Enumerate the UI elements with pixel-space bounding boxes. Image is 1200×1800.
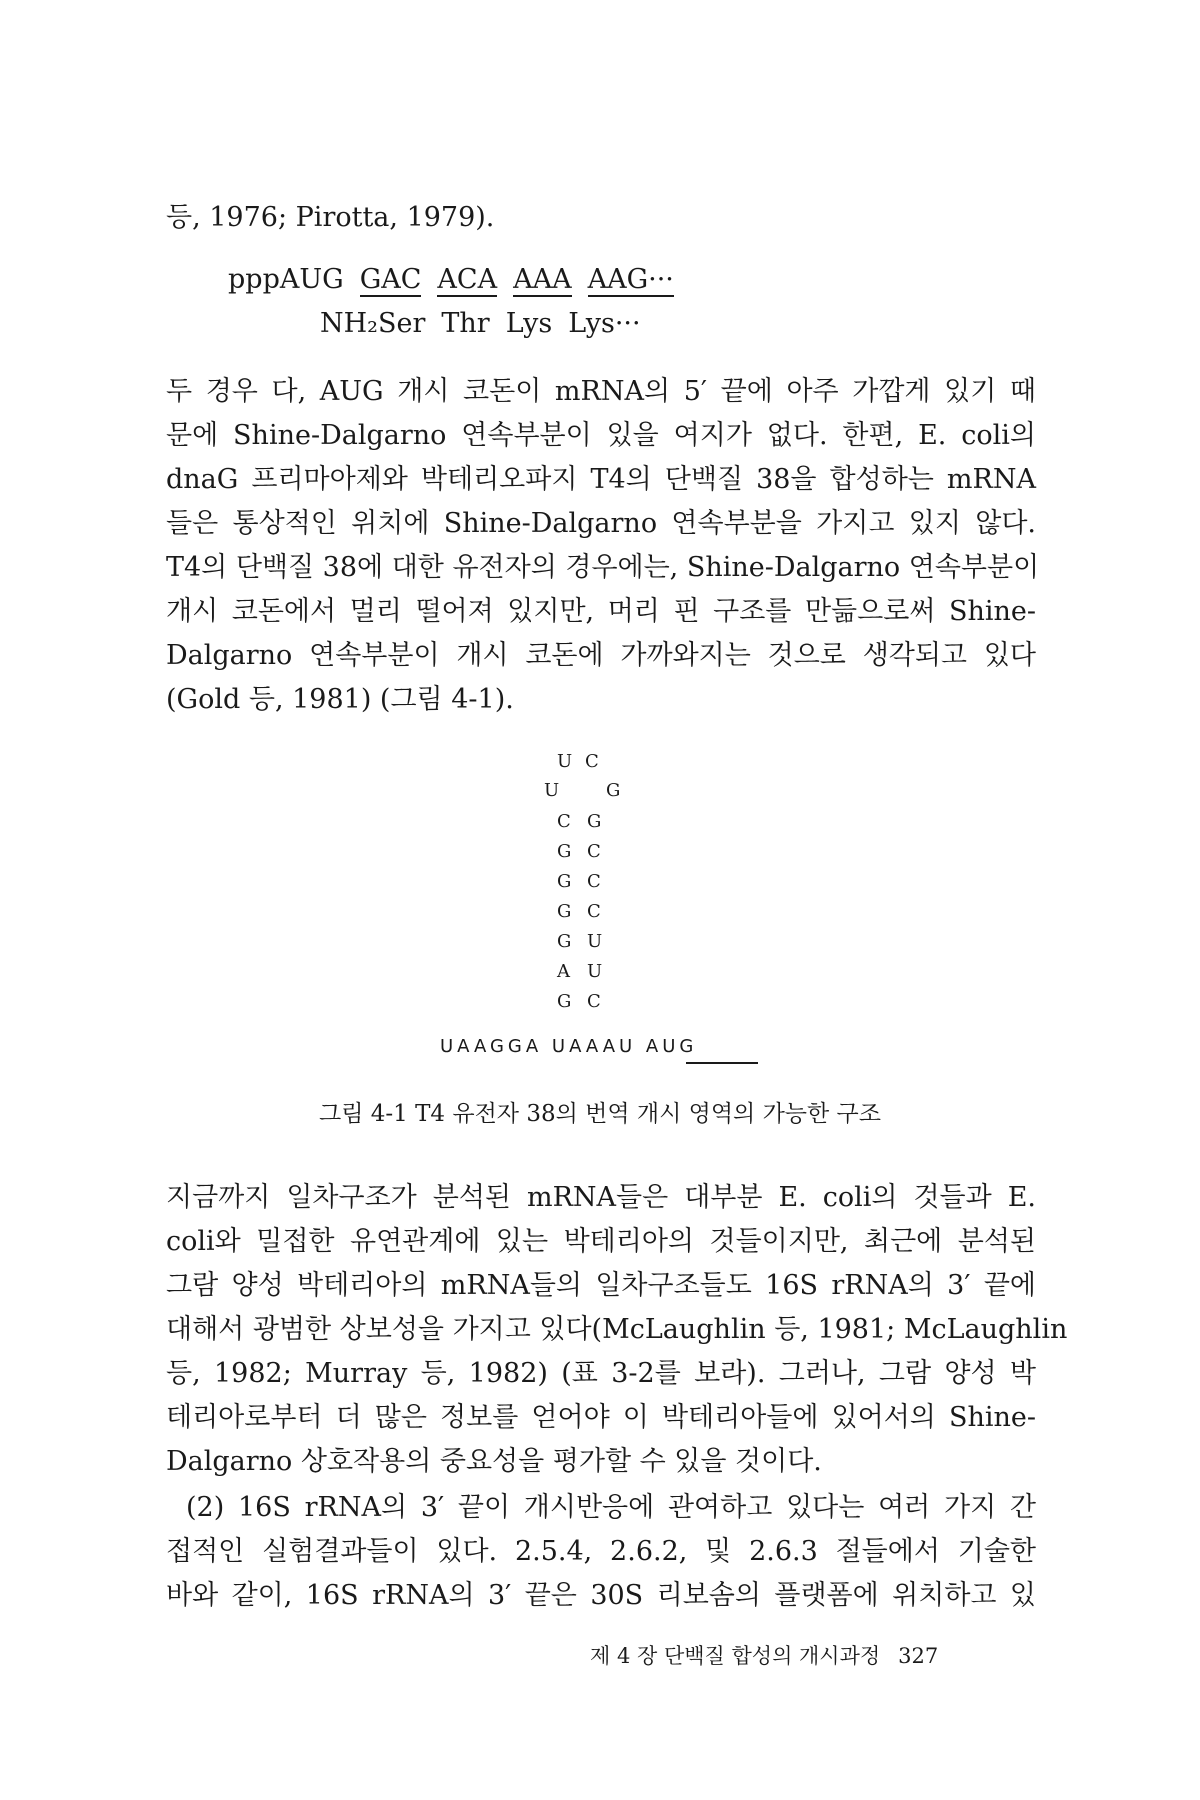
paragraph-1-line: T4의 단백질 38에 대한 유전자의 경우에는, Shine-Dalgarno 연속부분이: [166, 552, 1040, 583]
nucleotide: C: [587, 991, 601, 1012]
codon: AAA: [513, 264, 572, 295]
page-number: 327: [898, 1644, 939, 1668]
nucleotide: C: [585, 751, 599, 772]
nucleotide: U: [544, 780, 560, 801]
paragraph-2-line: 그람 양성 박테리아의 mRNA들의 일차구조들도 16S rRNA의 3′ 끝에: [166, 1270, 1036, 1301]
amino-acid-sequence: [320, 306, 657, 342]
paragraph-2-line: 등, 1982; Murray 등, 1982) (표 3-2를 보라). 그러나, 그람 양성 박: [166, 1358, 1036, 1389]
paragraph-3-line: (2) 16S rRNA의 3′ 끝이 개시반응에 관여하고 있다는 여러 가지 간: [186, 1492, 1036, 1523]
paragraph-3-line: 접적인 실험결과들이 있다. 2.5.4, 2.6.2, 및 2.6.3 절들에서 기술한: [166, 1536, 1036, 1567]
paragraph-2-line: coli와 밀접한 유연관계에 있는 박테리아의 것들이지만, 최근에 분석된: [166, 1226, 1036, 1257]
paragraph-2-line: 지금까지 일차구조가 분석된 mRNA들은 대부분 E. coli의 것들과 E.: [166, 1182, 1036, 1213]
nucleotide: G: [557, 991, 572, 1012]
start-codon-underline: [686, 1062, 758, 1064]
codon: GAC: [359, 264, 422, 295]
nucleotide: C: [587, 871, 601, 892]
paragraph-2-line: Dalgarno 상호작용의 중요성을 평가할 수 있을 것이다.: [166, 1446, 822, 1477]
nucleotide: A: [557, 961, 570, 982]
nucleotide: G: [557, 871, 572, 892]
codon-sequence: [228, 262, 690, 298]
nucleotide: G: [557, 901, 572, 922]
amino-acid: Lys···: [568, 308, 641, 339]
codon: ACA: [437, 264, 498, 295]
paragraph-1-line: 들은 통상적인 위치에 Shine-Dalgarno 연속부분을 가지고 있지 않다.: [166, 508, 1036, 539]
amino-acid: Lys: [505, 308, 553, 339]
paragraph-3-line: 바와 같이, 16S rRNA의 3′ 끝은 30S 리보솜의 플랫폼에 위치하고 있: [166, 1580, 1036, 1611]
nucleotide: G: [557, 931, 572, 952]
nucleotide: G: [606, 780, 621, 801]
page-footer: [590, 1640, 938, 1670]
paragraph-1-line: (Gold 등, 1981) (그림 4-1).: [166, 684, 514, 715]
chapter-title: 제 4 장 단백질 합성의 개시과정: [590, 1644, 881, 1668]
amino-acid: Thr: [441, 308, 490, 339]
paragraph-1-line: 두 경우 다, AUG 개시 코돈이 mRNA의 5′ 끝에 아주 가깝게 있기 때: [166, 376, 1036, 407]
nucleotide: U: [587, 961, 603, 982]
nucleotide: C: [587, 901, 601, 922]
reference-line: 등, 1976; Pirotta, 1979).: [166, 202, 495, 233]
nucleotide: C: [587, 841, 601, 862]
amino-acid: NH₂Ser: [320, 308, 426, 339]
codon: AAG···: [587, 264, 674, 295]
paragraph-2-line: 대해서 광범한 상보성을 가지고 있다(McLaughlin 등, 1981; McLaughlin: [166, 1314, 1068, 1345]
nucleotide: C: [557, 811, 571, 832]
nucleotide: U: [557, 751, 573, 772]
figure-caption: 그림 4-1 T4 유전자 38의 번역 개시 영역의 가능한 구조: [318, 1101, 881, 1127]
nucleotide: G: [587, 811, 602, 832]
paragraph-1-line: Dalgarno 연속부분이 개시 코돈에 가까와지는 것으로 생각되고 있다: [166, 640, 1036, 671]
paragraph-2-line: 테리아로부터 더 많은 정보를 얻어야 이 박테리아들에 있어서의 Shine-: [166, 1402, 1036, 1433]
paragraph-1-line: 개시 코돈에서 멀리 떨어져 있지만, 머리 핀 구조를 만듦으로써 Shine-: [166, 596, 1036, 627]
paragraph-1-line: dnaG 프리마아제와 박테리오파지 T4의 단백질 38을 합성하는 mRNA: [166, 464, 1036, 495]
nucleotide: G: [557, 841, 572, 862]
codon: pppAUG: [228, 264, 344, 295]
nucleotide: U: [587, 931, 603, 952]
paragraph-1-line: 문에 Shine-Dalgarno 연속부분이 있을 여지가 없다. 한편, E. coli의: [166, 420, 1036, 451]
sequence-bottom-line: UAAGGA UAAAU AUG: [440, 1036, 698, 1057]
